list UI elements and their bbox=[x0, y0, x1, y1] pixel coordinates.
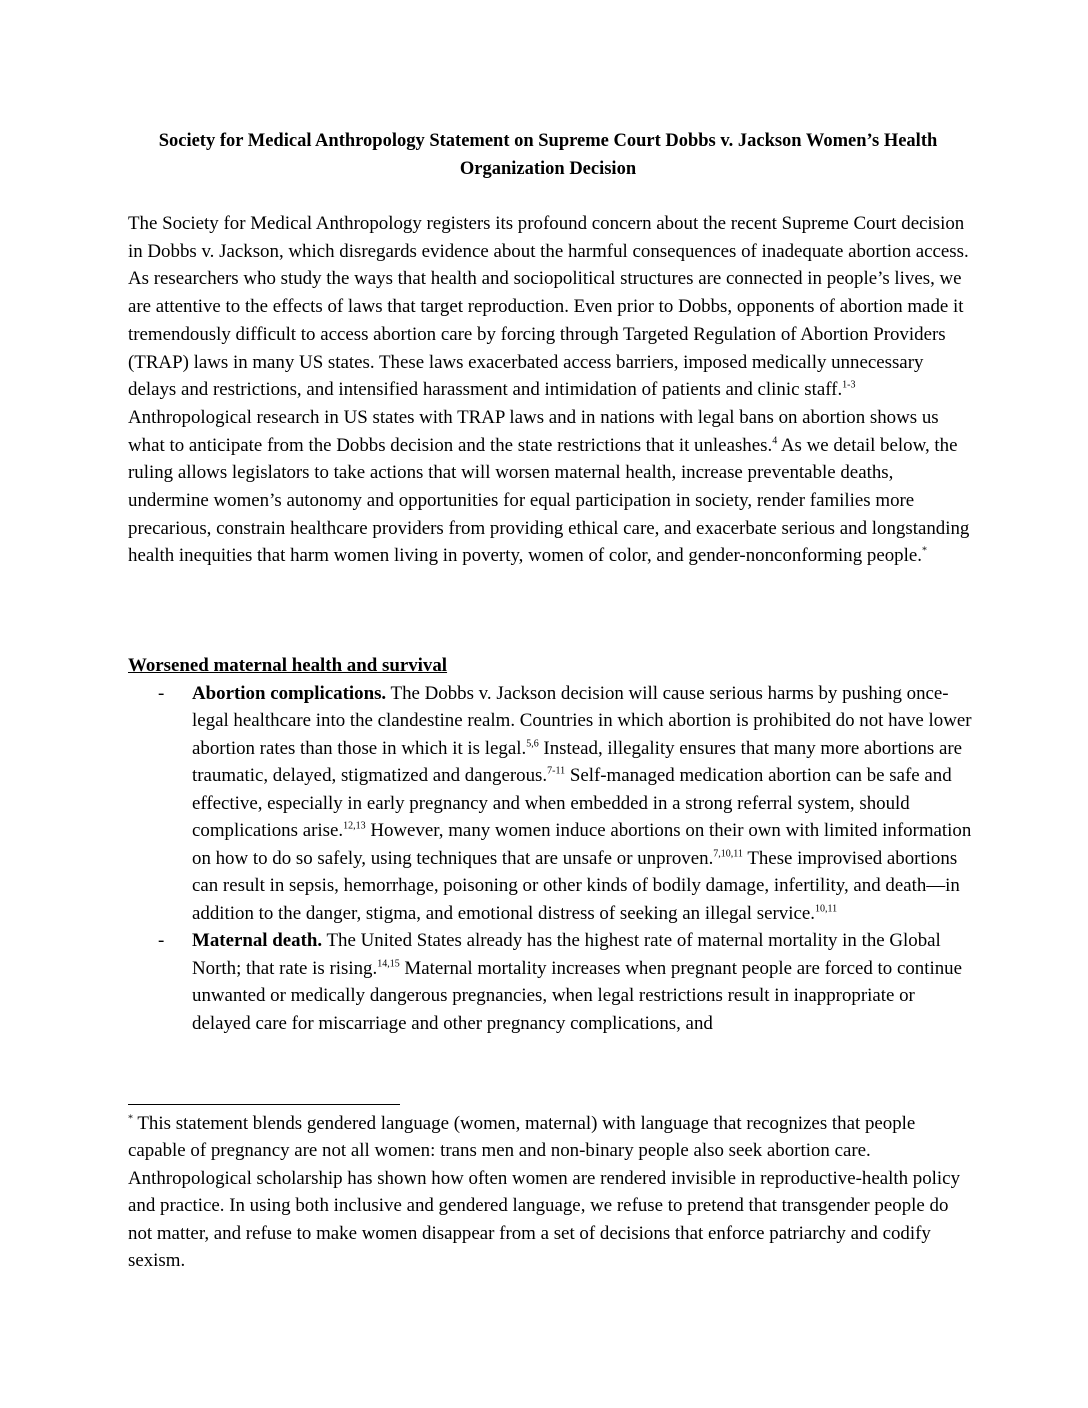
citation-superscript: 14,15 bbox=[377, 958, 400, 970]
footnote-marker: * bbox=[128, 1113, 133, 1125]
citation-superscript: 12,13 bbox=[343, 820, 366, 832]
footnote-separator bbox=[128, 1104, 400, 1105]
bullet-text-part: However, many women induce abortions on their own with limited information on how to do so safely, using techniques that are unsafe or unproven. bbox=[192, 820, 972, 869]
footnote-text bbox=[128, 1110, 970, 1274]
section-heading: Worsened maternal health and survival bbox=[128, 655, 448, 676]
intro-text-part: Anthropological research in US states with TRAP laws and in nations with legal bans on abortion shows us what to anticipate from the Dobbs decision and the state restrictions that it unleashes. bbox=[128, 406, 939, 456]
footnote-body: This statement blends gendered language (women, maternal) with language that recognizes that people capable of pregnancy are not all women: trans men and non-binary people also seek abortion care. Anthropological scholarship has shown how often women are rendered invisible in reproductive-health policy and practice. In using both inclusive and gendered language, we refuse to pretend that transgender people do not matter, and refuse to make women disappear from a set of decisions that enforce patriarchy and codify sexism. bbox=[128, 1113, 961, 1272]
document-title: Society for Medical Anthropology Statement on Supreme Court Dobbs v. Jackson Women’s Health Organization Decision bbox=[158, 131, 938, 179]
bullet-text-part: Instead, illegality ensures that many more abortions are traumatic, delayed, stigmatized and dangerous. bbox=[192, 737, 963, 786]
intro-text-part: As we detail below, the ruling allows legislators to take actions that will worsen maternal health, increase preventable deaths, undermine women’s autonomy and opportunities for equal participation in society, render families more precarious, constrain healthcare providers from providing ethical care, and exacerbate serious and longstanding health inequities that harm women living in poverty, women of color, and gender-nonconforming people. bbox=[128, 434, 970, 567]
bullet-text-part: The Dobbs v. Jackson decision will cause serious harms by pushing once-legal healthcare into the clandestine realm. Countries in which abortion is prohibited do not have lower abortion rates than those in which it is legal. bbox=[192, 682, 972, 759]
footnote-reference: * bbox=[922, 546, 927, 558]
citation-superscript: 10,11 bbox=[815, 903, 838, 915]
footnote bbox=[128, 1110, 970, 1274]
citation-superscript: 7-11 bbox=[547, 765, 566, 777]
citation-superscript: 7,10,11 bbox=[713, 848, 743, 860]
bullet-text-part: These improvised abortions can result in sepsis, hemorrhage, poisoning or other kinds of bodily damage, infertility, and death—in addition to the danger, stigma, and emotional distress of seeking an illegal service. bbox=[192, 847, 960, 924]
bullet-text-part: The United States already has the highest rate of maternal mortality in the Global North; that rate is rising. bbox=[192, 930, 941, 979]
intro-text-part: The Society for Medical Anthropology registers its profound concern about the recent Supreme Court decision in Dobbs v. Jackson, which disregards evidence about the harmful consequences of inadequate abortion access. As researchers who study the ways that health and sociopolitical structures are connected in people’s lives, we are attentive to the effects of laws that target reproduction. Even prior to Dobbs, opponents of abortion made it tremendously difficult to access abortion care by forcing through Targeted Regulation of Abortion Providers (TRAP) laws in many US states. These laws exacerbated access barriers, imposed medically unnecessary delays and restrictions, and intensified harassment and intimidation of patients and clinic staff. bbox=[128, 213, 969, 401]
bullet-text-part: Maternal mortality increases when pregnant people are forced to continue unwanted or medically dangerous pregnancies, when legal restrictions result in inappropriate or delayed care for miscarriage and other pregnancy complications, and bbox=[192, 957, 962, 1034]
bullet-lead: Abortion complications. bbox=[192, 682, 387, 704]
citation-superscript: 4 bbox=[772, 435, 778, 447]
bullet-dash: - bbox=[158, 930, 165, 951]
bullet-dash: - bbox=[158, 682, 165, 704]
bullet-lead: Maternal death. bbox=[192, 930, 323, 951]
citation-superscript: 1-3 bbox=[842, 379, 856, 391]
bullet-text-part: Self-managed medication abortion can be safe and effective, especially in early pregnancy and when embedded in a strong referral system, should complications arise. bbox=[192, 765, 952, 841]
section-maternal-health bbox=[128, 652, 974, 1037]
list-item-maternal-death bbox=[128, 927, 974, 1037]
citation-superscript: 5,6 bbox=[526, 738, 539, 750]
list-item-abortion-complications bbox=[128, 680, 974, 928]
intro-paragraph bbox=[128, 210, 970, 570]
intro-text bbox=[128, 210, 970, 570]
